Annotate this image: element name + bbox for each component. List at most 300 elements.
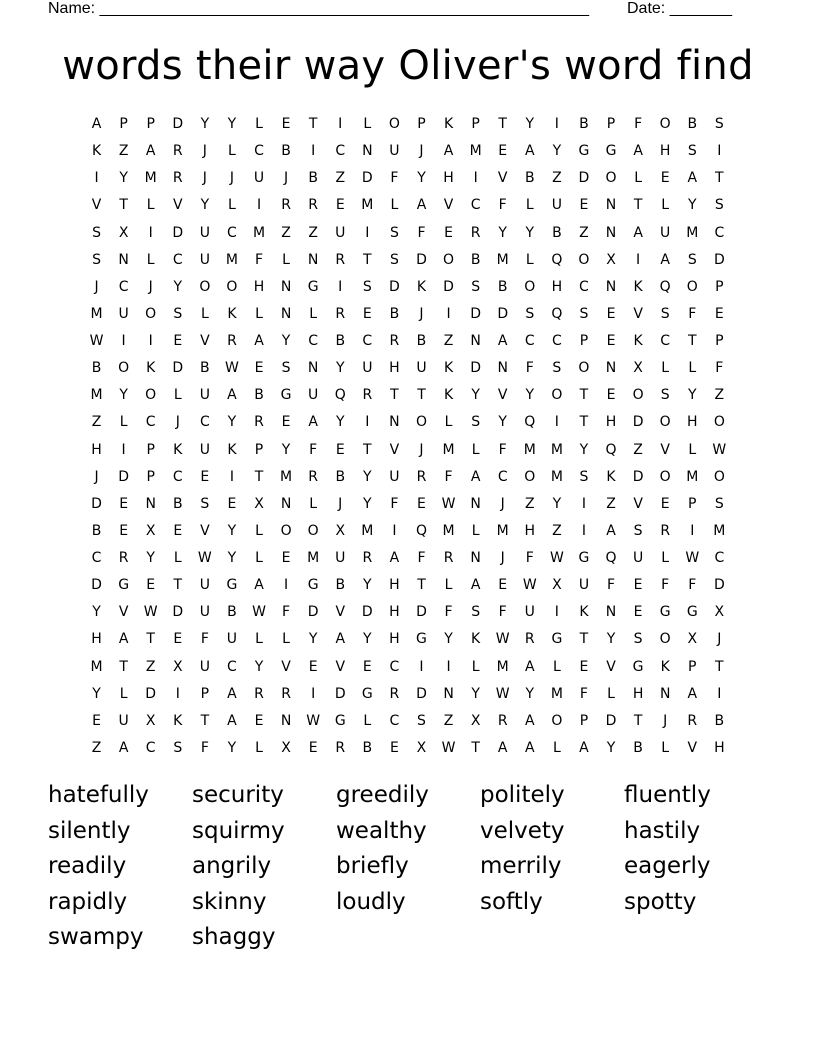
grid-letter: E (633, 577, 643, 594)
grid-letter: D (416, 251, 427, 268)
grid-row (83, 409, 733, 436)
grid-letter: T (417, 387, 426, 404)
grid-letter: O (551, 387, 563, 404)
grid-letter: Z (91, 739, 102, 756)
grid-letter: Q (524, 414, 536, 431)
grid-letter: D (91, 495, 102, 512)
grid-letter: T (498, 116, 507, 132)
grid-letter: P (146, 116, 155, 132)
grid-letter: V (687, 739, 698, 756)
grid-letter: X (552, 577, 562, 594)
grid-letter: L (552, 658, 561, 675)
grid-letter: A (227, 387, 237, 404)
grid-letter: S (417, 712, 426, 729)
grid-letter: R (308, 468, 319, 485)
grid-letter: U (578, 577, 590, 594)
grid-letter: Y (579, 441, 589, 458)
grid-letter: H (551, 278, 563, 295)
grid-letter: S (660, 305, 670, 322)
grid-letter: E (200, 468, 210, 485)
grid-letter: E (254, 712, 264, 729)
grid-row (83, 654, 733, 681)
grid-letter: K (443, 116, 454, 132)
grid-letter: M (686, 468, 699, 485)
grid-letter: B (91, 360, 102, 377)
grid-letter: T (390, 387, 399, 404)
grid-letter: W (495, 685, 510, 702)
grid-letter: A (227, 712, 237, 729)
word-bank-item: security (192, 782, 284, 808)
grid-letter: L (661, 550, 670, 566)
grid-letter: X (281, 739, 291, 756)
grid-letter: X (145, 522, 156, 539)
grid-letter: N (470, 495, 481, 512)
grid-letter: Y (227, 550, 237, 566)
word-bank-item: hatefully (48, 782, 149, 808)
grid-letter: U (199, 224, 210, 241)
grid-letter: N (389, 414, 400, 431)
grid-letter: L (255, 305, 263, 322)
grid-letter: C (308, 333, 319, 349)
grid-letter: V (200, 522, 210, 539)
grid-letter: W (306, 712, 321, 729)
letter-grid (83, 111, 733, 762)
grid-letter: B (335, 577, 346, 594)
grid-letter: O (713, 414, 725, 431)
grid-letter: L (471, 522, 480, 539)
grid-letter: S (660, 387, 670, 404)
grid-letter: B (362, 739, 373, 756)
grid-letter: N (280, 712, 292, 729)
grid-letter: F (417, 224, 426, 241)
grid-letter: A (687, 170, 698, 187)
grid-letter: D (172, 604, 184, 621)
grid-letter: O (226, 278, 238, 295)
grid-letter: N (307, 360, 319, 377)
grid-letter: K (146, 360, 156, 377)
grid-row (83, 735, 733, 762)
grid-letter: I (636, 251, 641, 268)
grid-letter: W (549, 550, 564, 566)
grid-letter: W (89, 333, 104, 349)
grid-letter: E (606, 333, 616, 349)
word-bank-item: rapidly (48, 888, 128, 915)
grid-letter: S (362, 278, 372, 295)
grid-letter: Q (334, 387, 346, 404)
grid-letter: Z (308, 224, 318, 241)
grid-letter: I (554, 116, 559, 132)
grid-row (83, 220, 733, 247)
grid-letter: F (661, 577, 670, 594)
grid-letter: J (663, 712, 668, 729)
grid-letter: T (254, 468, 264, 485)
grid-letter: G (686, 604, 698, 621)
grid-letter: P (119, 116, 128, 132)
grid-letter: E (498, 143, 508, 160)
grid-letter: S (579, 468, 589, 485)
grid-letter: I (148, 333, 153, 349)
grid-letter: N (280, 278, 292, 295)
grid-letter: I (256, 197, 262, 214)
grid-letter: Z (145, 658, 156, 675)
grid-letter: A (525, 658, 535, 675)
grid-letter: F (498, 441, 507, 458)
grid-letter: Z (335, 170, 346, 187)
grid-letter: I (392, 522, 397, 539)
grid-letter: Y (281, 441, 291, 458)
grid-letter: Z (281, 224, 291, 241)
grid-letter: R (254, 414, 264, 431)
grid-letter: E (660, 170, 670, 187)
grid-letter: E (119, 495, 129, 512)
grid-letter: Q (551, 305, 563, 322)
grid-letter: V (281, 658, 291, 675)
grid-row (83, 247, 733, 274)
grid-letter: M (496, 251, 509, 268)
grid-letter: H (659, 143, 671, 160)
grid-letter: W (441, 739, 456, 756)
grid-letter: L (525, 197, 534, 214)
grid-letter: G (632, 658, 644, 675)
grid-letter: Y (471, 685, 480, 702)
grid-letter: E (92, 712, 101, 729)
grid-letter: F (525, 360, 534, 377)
grid-letter: A (633, 224, 643, 241)
word-bank-item: velvety (480, 817, 565, 844)
grid-letter: A (335, 631, 346, 648)
grid-letter: D (416, 604, 427, 621)
word-bank-item: wealthy (336, 817, 427, 844)
word-bank-item: loudly (336, 888, 406, 915)
grid-letter: M (442, 441, 455, 458)
grid-letter: P (715, 278, 724, 295)
grid-letter: A (470, 468, 481, 485)
grid-letter: L (525, 251, 534, 268)
grid-letter: Z (633, 441, 643, 458)
grid-letter: U (118, 305, 129, 322)
grid-letter: D (470, 360, 482, 377)
grid-letter: L (661, 739, 670, 756)
grid-letter: S (92, 224, 101, 241)
grid-letter: I (121, 333, 126, 349)
grid-letter: H (605, 414, 617, 431)
grid-letter: C (362, 333, 373, 349)
grid-letter: R (660, 522, 671, 539)
grid-letter: I (554, 414, 559, 431)
word-bank-item: softly (480, 888, 543, 915)
grid-letter: V (660, 441, 670, 458)
grid-letter: J (419, 305, 424, 322)
grid-letter: I (311, 143, 316, 160)
grid-letter: B (335, 333, 346, 349)
grid-letter: N (280, 305, 292, 322)
grid-letter: O (415, 414, 427, 431)
grid-letter: D (91, 577, 102, 594)
grid-letter: T (471, 739, 480, 756)
grid-letter: T (200, 712, 210, 729)
grid-letter: E (173, 631, 183, 648)
grid-letter: C (470, 197, 481, 214)
grid-letter: O (199, 278, 211, 295)
grid-letter: L (688, 441, 697, 458)
grid-letter: A (470, 577, 481, 594)
grid-letter: O (118, 360, 130, 377)
grid-letter: F (606, 577, 616, 594)
grid-letter: R (227, 333, 237, 349)
grid-letter: V (497, 170, 508, 187)
grid-letter: N (497, 360, 508, 377)
grid-letter: S (173, 739, 183, 756)
grid-letter: Y (335, 414, 345, 431)
grid-letter: K (173, 441, 183, 458)
grid-letter: M (442, 522, 455, 539)
grid-letter: M (280, 468, 293, 485)
grid-letter: Y (363, 495, 372, 512)
grid-letter: E (254, 360, 264, 377)
grid-letter: O (524, 278, 536, 295)
grid-letter: R (335, 305, 346, 322)
word-bank-item: briefly (336, 853, 409, 880)
grid-letter: S (714, 116, 724, 132)
grid-letter: O (659, 414, 671, 431)
grid-letter: D (334, 685, 346, 702)
grid-letter: H (253, 278, 265, 295)
word-bank-item: spotty (624, 888, 697, 915)
grid-letter: B (172, 495, 183, 512)
grid-letter: D (443, 278, 454, 295)
grid-letter: G (307, 577, 319, 594)
grid-letter: I (229, 468, 234, 485)
grid-letter: U (199, 441, 210, 458)
grid-letter: U (226, 631, 238, 648)
grid-letter: X (714, 604, 725, 621)
grid-letter: Y (281, 333, 291, 349)
grid-letter: I (717, 143, 722, 160)
grid-letter: I (446, 658, 451, 675)
grid-letter: M (144, 170, 157, 187)
grid-letter: W (225, 360, 239, 377)
grid-letter: R (687, 712, 698, 729)
grid-letter: M (90, 305, 103, 322)
grid-letter: Z (443, 712, 454, 729)
grid-letter: A (118, 739, 129, 756)
grid-letter: Q (415, 522, 427, 539)
word-bank-item: swampy (48, 924, 144, 951)
grid-letter: L (661, 197, 670, 214)
grid-letter: D (497, 305, 509, 322)
grid-letter: H (524, 522, 536, 539)
grid-letter: H (389, 577, 400, 594)
grid-letter: F (444, 604, 453, 621)
word-bank-item: eagerly (624, 853, 711, 880)
grid-letter: K (633, 278, 643, 295)
grid-letter: S (552, 360, 562, 377)
grid-letter: W (495, 631, 510, 648)
grid-letter: C (714, 224, 725, 241)
grid-letter: W (143, 604, 158, 621)
grid-letter: U (199, 251, 210, 268)
grid-letter: L (444, 414, 453, 431)
grid-letter: S (471, 414, 481, 431)
grid-letter: W (197, 550, 212, 566)
grid-letter: S (633, 631, 643, 648)
grid-letter: C (660, 333, 671, 349)
grid-row (83, 437, 733, 464)
grid-letter: J (500, 495, 505, 512)
grid-letter: R (389, 333, 400, 349)
grid-letter: U (632, 550, 644, 566)
grid-letter: R (524, 631, 535, 648)
grid-letter: K (227, 305, 237, 322)
grid-letter: V (335, 658, 346, 675)
grid-letter: D (361, 604, 373, 621)
grid-letter: D (118, 468, 129, 485)
grid-letter: J (94, 278, 99, 295)
grid-letter: B (552, 224, 562, 241)
grid-letter: M (361, 522, 374, 539)
grid-letter: N (118, 251, 129, 268)
grid-letter: E (281, 550, 291, 566)
grid-row (83, 138, 733, 165)
grid-letter: G (551, 631, 563, 648)
grid-letter: Q (659, 278, 671, 295)
grid-letter: E (146, 577, 156, 594)
grid-row (83, 165, 733, 192)
grid-letter: A (308, 414, 318, 431)
grid-letter: O (659, 468, 671, 485)
grid-letter: L (471, 441, 480, 458)
grid-letter: E (362, 658, 372, 675)
grid-letter: H (389, 360, 400, 377)
grid-letter: G (578, 143, 590, 160)
grid-letter: V (200, 333, 210, 349)
grid-letter: P (579, 712, 589, 729)
word-bank-item: merrily (480, 853, 562, 880)
grid-letter: Y (606, 631, 616, 648)
grid-letter: M (90, 387, 103, 404)
grid-letter: K (443, 387, 454, 404)
grid-letter: Z (714, 387, 725, 404)
grid-letter: F (282, 604, 291, 621)
grid-letter: C (145, 414, 156, 431)
word-bank-item: shaggy (192, 924, 276, 951)
grid-letter: A (606, 522, 616, 539)
grid-letter: U (389, 468, 400, 485)
grid-letter: W (522, 577, 537, 594)
word-bank-item: greedily (336, 782, 429, 808)
grid-letter: V (389, 441, 400, 458)
grid-letter: P (715, 333, 724, 349)
grid-letter: T (579, 631, 589, 648)
grid-letter: O (551, 712, 563, 729)
grid-letter: O (307, 522, 319, 539)
grid-letter: F (579, 685, 588, 702)
grid-letter: O (686, 278, 698, 295)
grid-letter: Y (525, 224, 535, 241)
grid-letter: R (362, 550, 373, 566)
grid-letter: I (717, 685, 722, 702)
grid-letter: H (389, 631, 400, 648)
grid-letter: A (389, 550, 400, 566)
grid-row (83, 464, 733, 491)
grid-letter: O (659, 631, 671, 648)
grid-letter: U (551, 197, 562, 214)
grid-letter: S (687, 251, 697, 268)
grid-letter: N (307, 251, 319, 268)
grid-letter: P (254, 441, 264, 458)
word-bank-item: fluently (624, 782, 711, 808)
grid-letter: F (200, 631, 209, 648)
grid-letter: I (338, 116, 343, 132)
grid-letter: K (660, 658, 670, 675)
grid-letter: L (552, 739, 561, 756)
grid-letter: J (284, 170, 289, 187)
grid-letter: U (416, 360, 427, 377)
grid-row (83, 192, 733, 219)
grid-letter: U (524, 604, 535, 621)
grid-letter: X (687, 631, 698, 648)
grid-letter: V (633, 495, 643, 512)
grid-letter: D (713, 251, 725, 268)
grid-letter: M (713, 522, 726, 539)
grid-letter: U (389, 143, 400, 160)
grid-letter: D (713, 577, 725, 594)
grid-letter: M (252, 224, 266, 241)
grid-letter: C (497, 468, 508, 485)
grid-letter: D (307, 604, 319, 621)
grid-letter: G (334, 712, 346, 729)
grid-letter: U (199, 577, 210, 594)
grid-letter: E (335, 441, 345, 458)
grid-letter: G (280, 387, 292, 404)
grid-row (83, 111, 733, 138)
grid-letter: X (145, 712, 156, 729)
grid-letter: Y (687, 197, 697, 214)
grid-letter: E (417, 495, 426, 512)
grid-letter: B (579, 116, 589, 132)
grid-letter: L (200, 305, 209, 322)
grid-letter: Y (173, 278, 183, 295)
grid-letter: D (470, 305, 482, 322)
grid-letter: L (363, 712, 372, 729)
grid-letter: Z (524, 495, 535, 512)
grid-letter: Y (498, 414, 507, 431)
word-bank-item: angrily (192, 853, 272, 880)
grid-letter: Y (417, 170, 426, 187)
grid-letter: I (311, 685, 316, 702)
grid-letter: J (500, 550, 505, 566)
grid-letter: E (579, 197, 589, 214)
grid-letter: M (361, 197, 374, 214)
grid-letter: P (606, 116, 616, 132)
grid-letter: R (335, 251, 346, 268)
grid-row (83, 518, 733, 545)
grid-letter: R (118, 550, 129, 566)
grid-letter: F (254, 251, 264, 268)
grid-letter: N (605, 360, 617, 377)
grid-letter: G (416, 631, 427, 648)
grid-row (83, 626, 733, 653)
grid-letter: S (389, 224, 399, 241)
grid-letter: Y (227, 414, 237, 431)
grid-letter: B (687, 116, 698, 132)
word-bank-item: silently (48, 817, 131, 844)
grid-letter: E (660, 495, 670, 512)
grid-letter: U (253, 170, 265, 187)
grid-letter: G (605, 143, 617, 160)
grid-letter: E (444, 224, 453, 241)
grid-letter: M (90, 658, 103, 675)
